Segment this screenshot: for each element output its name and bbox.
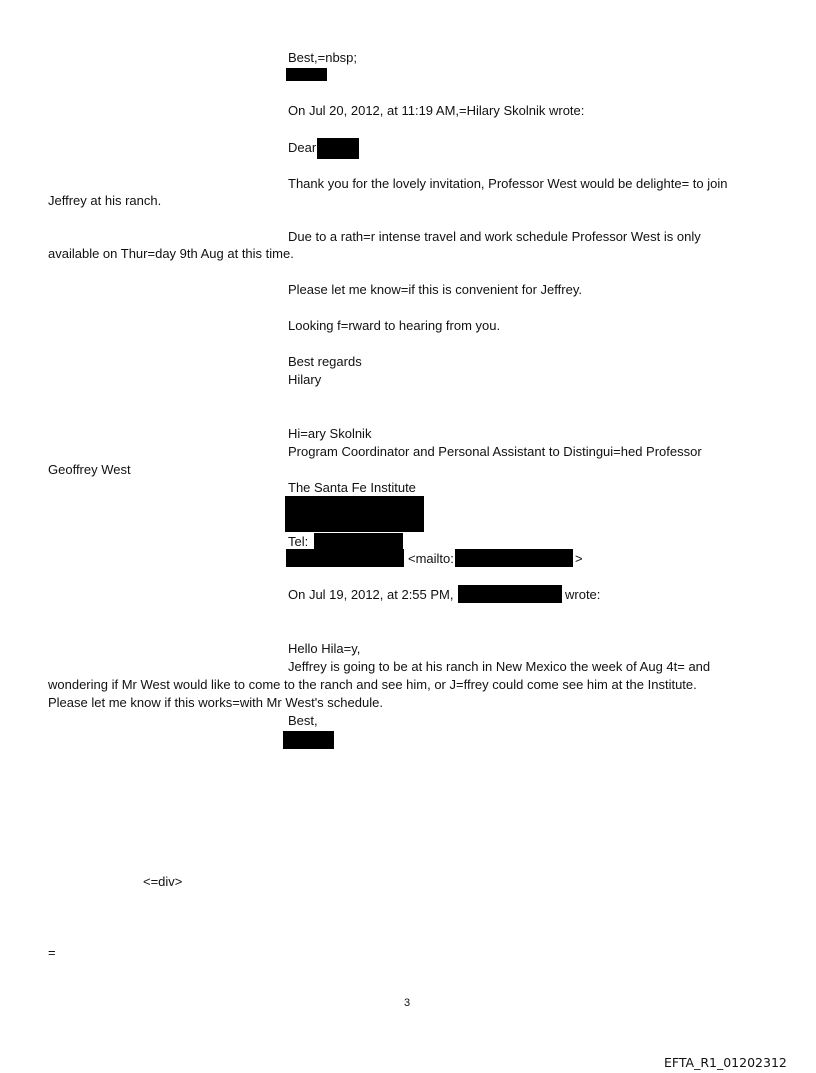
signature-title-line-1: Program Coordinator and Personal Assistant to Distingui=hed Professor xyxy=(288,444,702,459)
redaction-bar xyxy=(286,68,327,81)
paragraph-3: Please let me know=if this is convenient for Jeffrey. xyxy=(288,282,582,297)
bates-identifier: EFTA_R1_01202312 xyxy=(664,1055,787,1070)
signature-organization: The Santa Fe Institute xyxy=(288,480,416,495)
hello-line: Hello Hila=y, xyxy=(288,641,361,656)
paragraph-2-line-2: available on Thur=day 9th Aug at this time. xyxy=(48,246,294,261)
best-line: Best, xyxy=(288,713,318,728)
quote-header-2-prefix: On Jul 19, 2012, at 2:55 PM, xyxy=(288,587,454,602)
signature-title-line-2: Geoffrey West xyxy=(48,462,131,477)
redaction-bar xyxy=(283,731,334,749)
body-line-2: wondering if Mr West would like to come to the ranch and see him, or J=ffrey could come see him at the Institute. xyxy=(48,677,697,692)
closing: Best regards xyxy=(288,354,362,369)
redaction-bar xyxy=(285,496,424,532)
paragraph-2-line-1: Due to a rath=r intense travel and work schedule Professor West is only xyxy=(288,229,701,244)
signature-tel-label: Tel: xyxy=(288,534,309,549)
signature-mailto-close: > xyxy=(575,551,583,566)
quote-header-2-suffix: wrote: xyxy=(565,587,601,602)
redaction-bar xyxy=(455,549,573,567)
closing-name: Hilary xyxy=(288,372,322,387)
quote-header-1: On Jul 20, 2012, at 11:19 AM,=Hilary Skolnik wrote: xyxy=(288,103,585,118)
div-tag-artifact: <=div> xyxy=(143,874,183,889)
paragraph-4: Looking f=rward to hearing from you. xyxy=(288,318,501,333)
page-number: 3 xyxy=(404,997,411,1009)
paragraph-1-line-2: Jeffrey at his ranch. xyxy=(48,193,162,208)
signature-mailto: <mailto: xyxy=(408,551,454,566)
paragraph-1-line-1: Thank you for the lovely invitation, Professor West would be delighte= to join xyxy=(288,176,728,191)
redaction-bar xyxy=(314,533,403,549)
equals-artifact: = xyxy=(48,945,56,960)
greeting: Dear xyxy=(288,140,317,155)
body-line-1: Jeffrey is going to be at his ranch in New Mexico the week of Aug 4t= and xyxy=(288,659,711,674)
redaction-bar xyxy=(317,138,359,159)
redaction-bar xyxy=(458,585,562,603)
redaction-bar xyxy=(286,549,404,567)
signature-name: Hi=ary Skolnik xyxy=(288,426,372,441)
sign-off: Best,=nbsp; xyxy=(288,50,358,65)
body-line-3: Please let me know if this works=with Mr West's schedule. xyxy=(48,695,383,710)
